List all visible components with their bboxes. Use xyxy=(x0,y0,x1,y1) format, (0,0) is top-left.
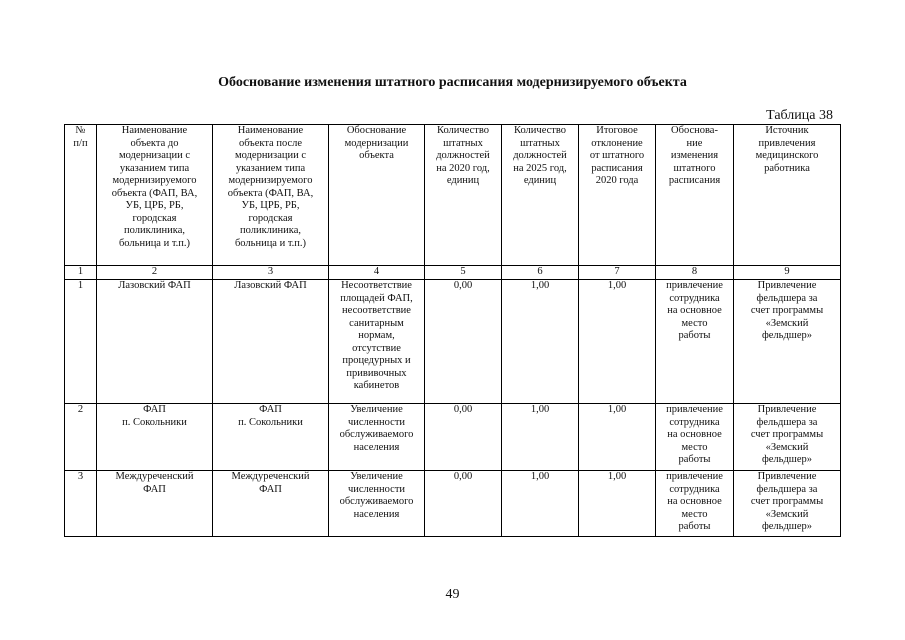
cell-staff-2025: 1,00 xyxy=(502,404,579,471)
cell-staff-2020: 0,00 xyxy=(425,280,502,404)
column-number: 6 xyxy=(502,266,579,280)
page-title: Обоснование изменения штатного расписания модернизируемого объекта xyxy=(218,75,687,90)
header-cell-staff-2020: Количество штатных должностей на 2020 год, единиц xyxy=(425,125,502,266)
column-number: 3 xyxy=(213,266,329,280)
cell-staff-2020: 0,00 xyxy=(425,471,502,537)
table-row xyxy=(65,471,841,537)
cell-change-rationale: привлечение сотрудника на основное место работы xyxy=(656,471,734,537)
cell-staff-2020: 0,00 xyxy=(425,404,502,471)
table-header-row xyxy=(65,125,841,266)
cell-deviation: 1,00 xyxy=(579,471,656,537)
cell-name-after: Лазовский ФАП xyxy=(213,280,329,404)
cell-number: 3 xyxy=(65,471,97,537)
column-number: 7 xyxy=(579,266,656,280)
cell-name-before: Лазовский ФАП xyxy=(97,280,213,404)
column-number: 5 xyxy=(425,266,502,280)
cell-deviation: 1,00 xyxy=(579,404,656,471)
cell-change-rationale: привлечение сотрудника на основное место работы xyxy=(656,280,734,404)
table-caption: Таблица 38 xyxy=(766,108,833,123)
cell-rationale: Несоответствие площадей ФАП, несоответствие санитарным нормам, отсутствие процедурных и прививочных кабинетов xyxy=(329,280,425,404)
cell-change-rationale: привлечение сотрудника на основное место работы xyxy=(656,404,734,471)
cell-name-before: Междуреченский ФАП xyxy=(97,471,213,537)
column-number: 8 xyxy=(656,266,734,280)
cell-staff-2025: 1,00 xyxy=(502,280,579,404)
column-number: 4 xyxy=(329,266,425,280)
header-cell-name-before: Наименование объекта до модернизации с указанием типа модернизируемого объекта (ФАП, ВА, УБ, ЦРБ, РБ, городская поликлиника, больница и т.п.) xyxy=(97,125,213,266)
cell-name-after: ФАП п. Сокольники xyxy=(213,404,329,471)
column-number: 9 xyxy=(734,266,841,280)
cell-rationale: Увеличение численности обслуживаемого населения xyxy=(329,404,425,471)
cell-name-before: ФАП п. Сокольники xyxy=(97,404,213,471)
table-row xyxy=(65,280,841,404)
header-cell-change-rationale: Обоснова- ние изменения штатного расписания xyxy=(656,125,734,266)
header-cell-source: Источник привлечения медицинского работника xyxy=(734,125,841,266)
header-cell-staff-2025: Количество штатных должностей на 2025 год, единиц xyxy=(502,125,579,266)
cell-staff-2025: 1,00 xyxy=(502,471,579,537)
cell-name-after: Междуреченский ФАП xyxy=(213,471,329,537)
cell-rationale: Увеличение численности обслуживаемого населения xyxy=(329,471,425,537)
column-number: 1 xyxy=(65,266,97,280)
header-cell-number: № п/п xyxy=(65,125,97,266)
column-number-row xyxy=(65,266,841,280)
table-row xyxy=(65,404,841,471)
column-number: 2 xyxy=(97,266,213,280)
cell-number: 1 xyxy=(65,280,97,404)
header-cell-deviation: Итоговое отклонение от штатного расписания 2020 года xyxy=(579,125,656,266)
header-cell-rationale: Обоснование модернизации объекта xyxy=(329,125,425,266)
cell-number: 2 xyxy=(65,404,97,471)
cell-source: Привлечение фельдшера за счет программы «Земский фельдшер» xyxy=(734,471,841,537)
page-number: 49 xyxy=(445,587,460,602)
cell-source: Привлечение фельдшера за счет программы «Земский фельдшер» xyxy=(734,404,841,471)
cell-source: Привлечение фельдшера за счет программы «Земский фельдшер» xyxy=(734,280,841,404)
header-cell-name-after: Наименование объекта после модернизации с указанием типа модернизируемого объекта (ФАП, ВА, УБ, ЦРБ, РБ, городская поликлиника, больница и т.п.) xyxy=(213,125,329,266)
cell-deviation: 1,00 xyxy=(579,280,656,404)
staffing-table xyxy=(64,124,841,537)
